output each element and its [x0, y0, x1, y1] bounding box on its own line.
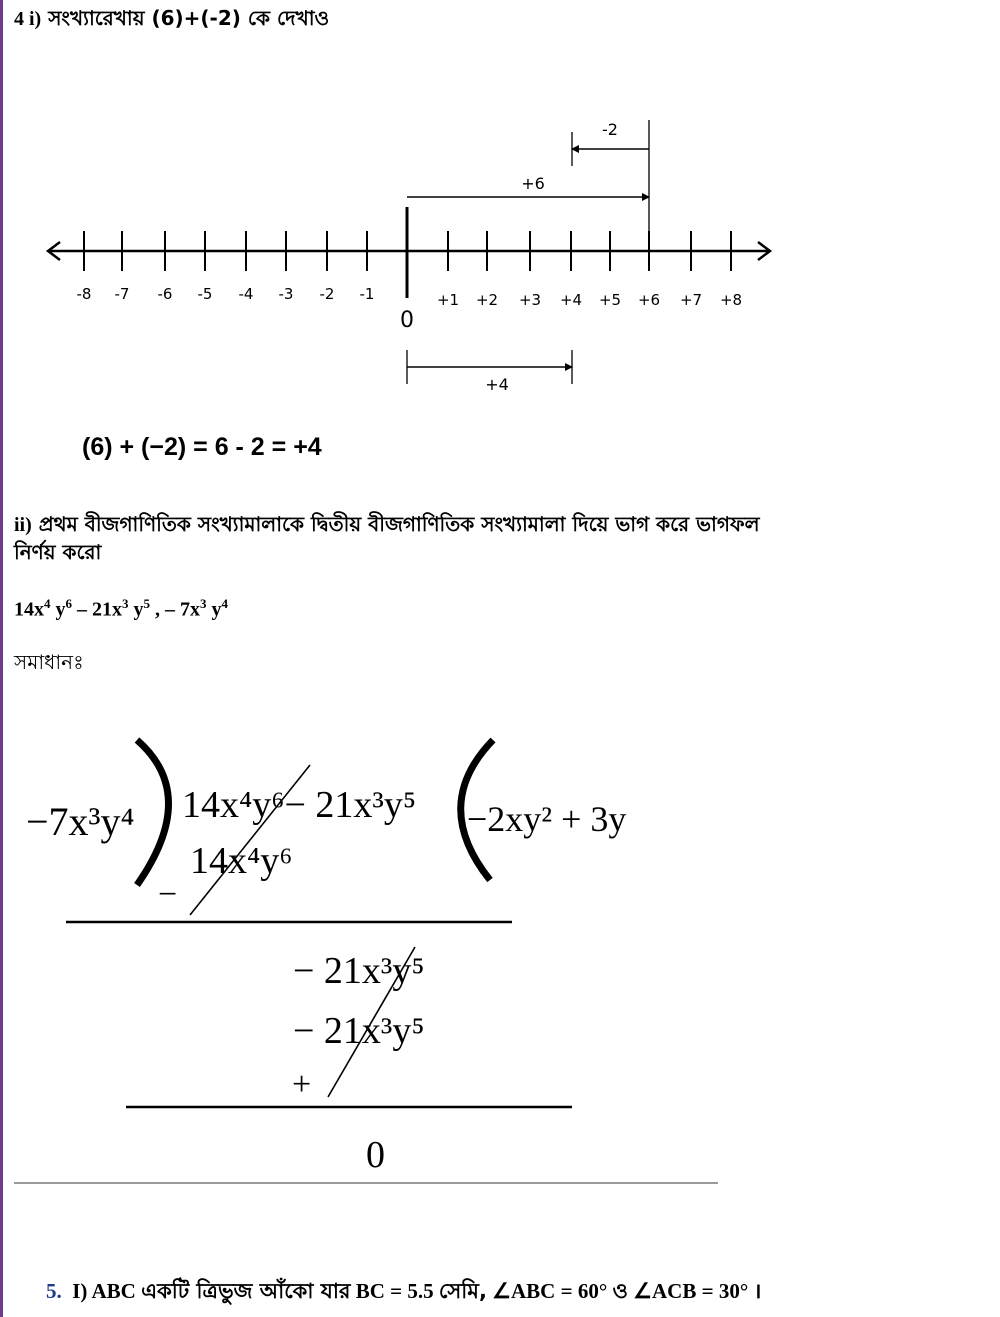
q4ii-text-line1: প্রথম বীজগাণিতিক সংখ্যামালাকে দ্বিতীয় বীজগাণিতিক সংখ্যামালা দিয়ে ভাগ করে ভাগফল [38, 512, 760, 536]
q4ii-line1 [14, 510, 759, 543]
term1-exp1: 4 [44, 596, 51, 611]
q5-text-g: ∠ACB = 30° [633, 1279, 749, 1303]
result-label: +4 [485, 375, 509, 394]
term2-exp1: 3 [122, 596, 129, 611]
tick-label: +2 [475, 291, 499, 309]
zero-label: 0 [400, 308, 414, 333]
term3-base: , – 7x [150, 598, 200, 621]
term1-exp2: 6 [65, 596, 72, 611]
subtract1-text: 14x⁴y⁶ [190, 840, 293, 882]
q5-number: 5. [46, 1279, 62, 1303]
number-line [48, 120, 770, 394]
solution-label: সমাধানঃ [14, 650, 84, 674]
subtract2-sign: + [292, 1066, 312, 1103]
tick-label: +3 [518, 291, 542, 309]
final-remainder: 0 [366, 1134, 385, 1176]
tick-label: +4 [559, 291, 583, 309]
long-division-diagram [10, 725, 730, 1195]
q5-text-h: । [753, 1279, 762, 1303]
tick-label: -8 [76, 285, 92, 303]
dividend-text: 14x⁴y⁶− 21x³y⁵ [182, 784, 417, 826]
tick-label: -4 [238, 285, 254, 303]
q4-number: 4 i) [14, 8, 42, 30]
tick-label: +1 [436, 291, 460, 309]
tick-label: -5 [197, 285, 213, 303]
q5-text-b: একটি ত্রিভুজ আঁকো যার [141, 1279, 351, 1303]
q5-text-e: ∠ABC = 60° [492, 1279, 608, 1303]
q5-text-c: BC = 5.5 [355, 1279, 434, 1303]
q5-line [46, 1275, 761, 1310]
q5-text-a: I) ABC [72, 1279, 136, 1303]
term3-base2: y [206, 598, 222, 621]
tick-label: -7 [114, 285, 130, 303]
tick-label: +8 [719, 291, 743, 309]
term2-base: – 21x [72, 598, 122, 621]
q4ii-text-line2: নির্ণয় করো [14, 540, 102, 564]
plus6-label: +6 [521, 174, 545, 193]
minus2-label: -2 [602, 120, 618, 139]
q5-text-d: সেমি, [438, 1279, 487, 1303]
tick-label: +6 [637, 291, 661, 309]
q4ii-number: ii) [14, 514, 32, 536]
q5-text-f: ও [612, 1279, 628, 1303]
quotient-text: −2xy² + 3y [467, 799, 627, 839]
tick-label: -3 [278, 285, 294, 303]
tick-label: +7 [679, 291, 703, 309]
number-line-diagram [40, 110, 800, 400]
left-border-rule [0, 0, 3, 1317]
equation-result: (6) + (−2) = 6 - 2 = +4 [82, 433, 322, 461]
term1-base: 14x [14, 598, 44, 621]
tick-label: -6 [157, 285, 173, 303]
q4-heading [14, 4, 329, 37]
term3-exp1: 3 [200, 596, 207, 611]
subtract1-sign: − [158, 876, 178, 913]
term2-exp2: 5 [143, 596, 150, 611]
remainder1-text: − 21x³y⁵ [293, 950, 425, 992]
expression-line [14, 596, 228, 622]
tick-label: +5 [598, 291, 622, 309]
term2-base2: y [128, 598, 144, 621]
term1-base2: y [50, 598, 66, 621]
q4-heading-text: সংখ্যারেখায় (6)+(-2) কে দেখাও [48, 6, 330, 30]
divisor-bracket [137, 740, 169, 885]
tick-label: -2 [319, 285, 335, 303]
term3-exp2: 4 [221, 596, 228, 611]
tick-label: -1 [359, 285, 375, 303]
divisor-text: −7x³y⁴ [26, 799, 135, 844]
subtract2-text: − 21x³y⁵ [293, 1010, 425, 1052]
